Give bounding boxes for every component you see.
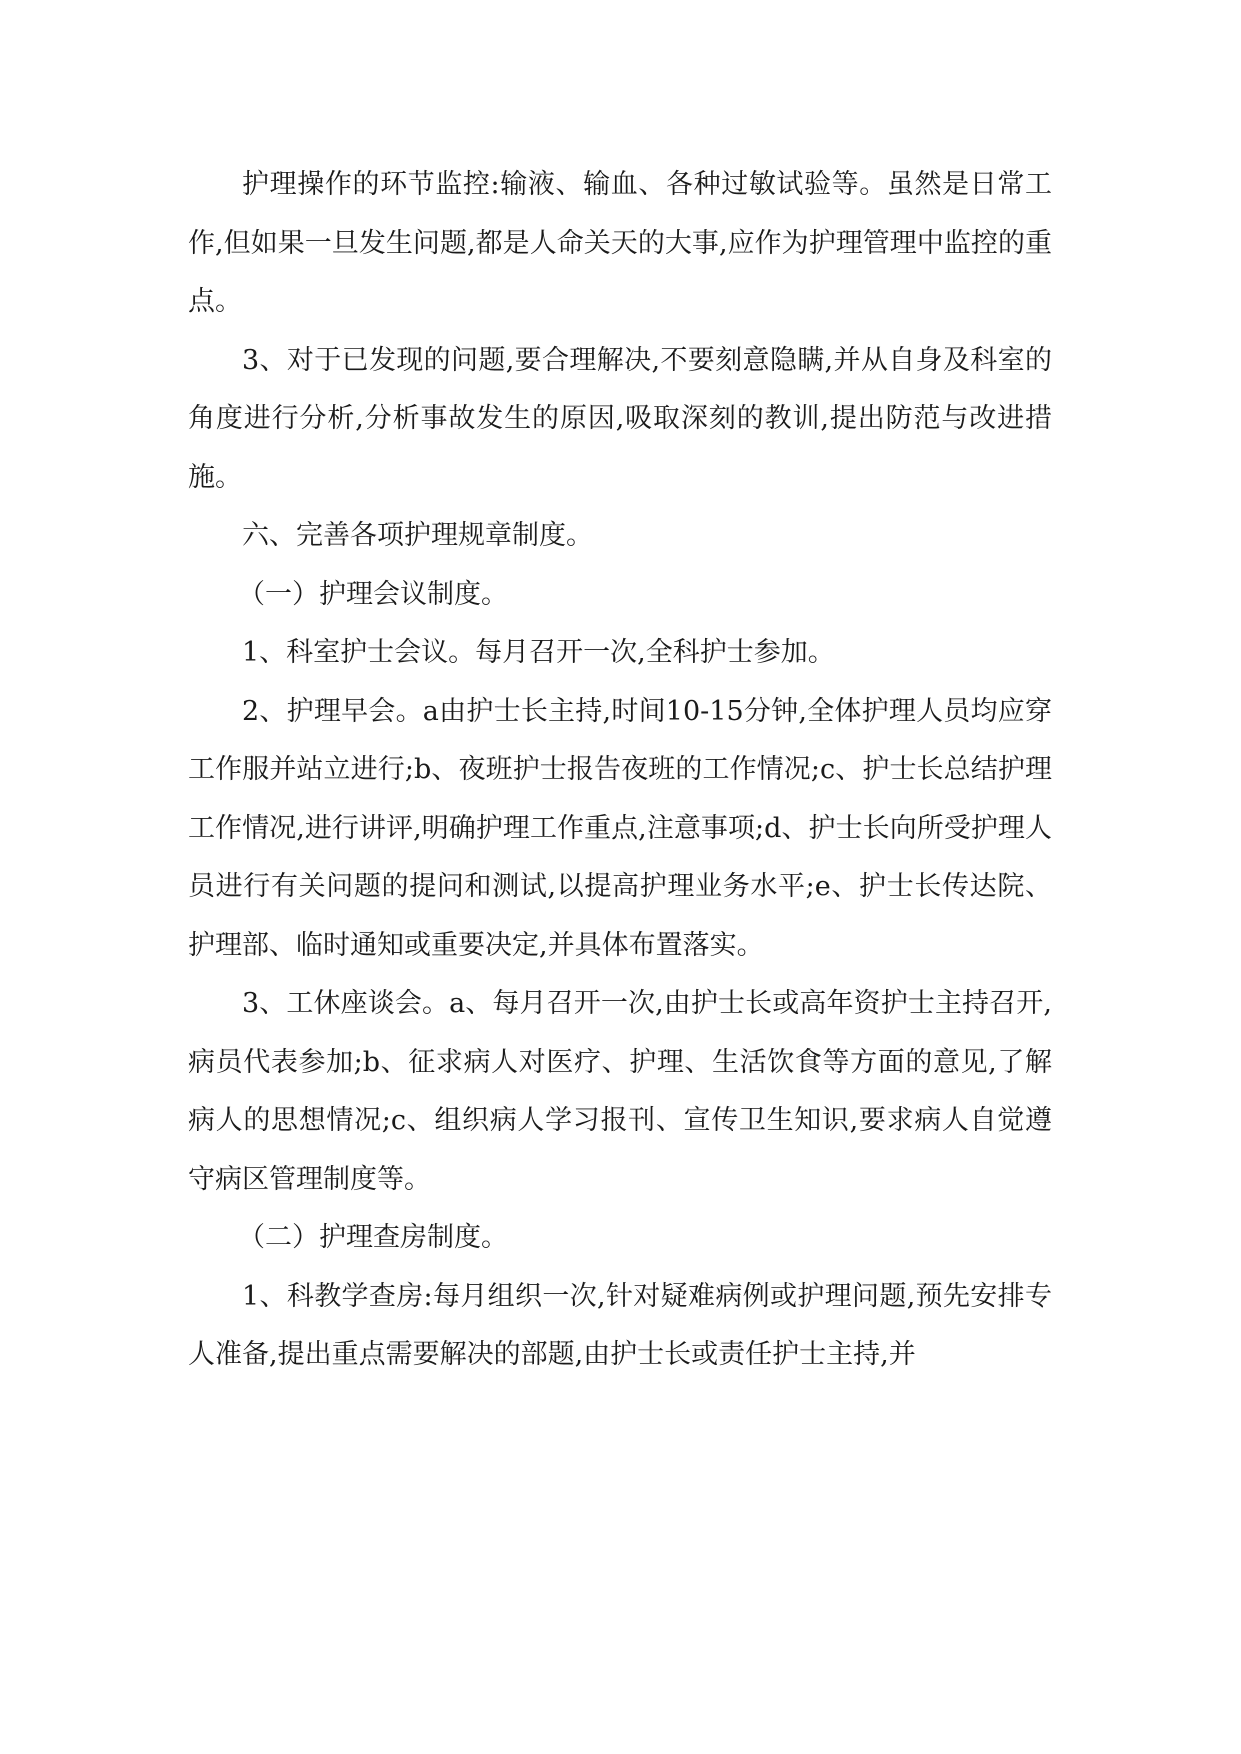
paragraph-patient-forum: 3、工休座谈会。a、每月召开一次,由护士长或高年资护士主持召开,病员代表参加;b、征求病人对医疗、护理、生活饮食等方面的意见,了解病人的思想情况;c、组织病人学习报刊、宣传卫生知识,要求病人自觉遵守病区管理制度等。 <box>188 988 1052 1195</box>
subsection-heading-meeting: （一）护理会议制度。 <box>238 578 508 610</box>
subsection-heading-ward-rounds: （二）护理查房制度。 <box>238 1222 508 1253</box>
section-heading-rules: 六、完善各项护理规章制度。 <box>242 520 593 551</box>
paragraph-teaching-rounds: 1、科教学查房:每月组织一次,针对疑难病例或护理问题,预先安排专人准备,提出重点需要解决的部题,由护士长或责任护士主持,并 <box>188 1280 1052 1370</box>
document-body <box>188 156 1052 1385</box>
paragraph-monitoring: 护理操作的环节监控:输液、输血、各种过敏试验等。虽然是日常工作,但如果一旦发生问题,都是人命关天的大事,应作为护理管理中监控的重点。 <box>188 169 1052 317</box>
paragraph-problem-handling: 3、对于已发现的问题,要合理解决,不要刻意隐瞒,并从自身及科室的角度进行分析,分析事故发生的原因,吸取深刻的教训,提出防范与改进措施。 <box>188 344 1052 493</box>
paragraph-morning-meeting: 2、护理早会。a由护士长主持,时间10-15分钟,全体护理人员均应穿工作服并站立进行;b、夜班护士报告夜班的工作情况;c、护士长总结护理工作情况,进行讲评,明确护理工作重点,注意事项;d、护士长向所受护理人员进行有关问题的提问和测试,以提高护理业务水平;e、护士长传达院、护理部、临时通知或重要决定,并具体布置落实。 <box>188 695 1052 961</box>
paragraph-staff-meeting: 1、科室护士会议。每月召开一次,全科护士参加。 <box>242 637 835 668</box>
